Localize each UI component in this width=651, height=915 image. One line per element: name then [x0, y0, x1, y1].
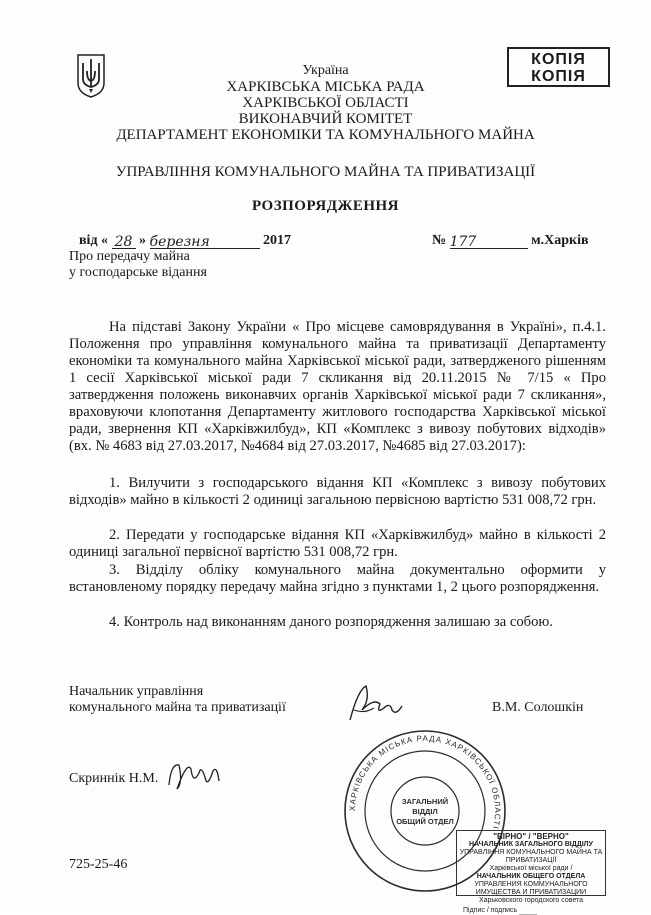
header-committee: ВИКОНАВЧИЙ КОМІТЕТ — [238, 111, 413, 127]
header-region: ХАРКІВСЬКОЇ ОБЛАСТІ — [242, 95, 409, 111]
executor-name: Скриннік Н.М. — [69, 771, 159, 786]
date-prefix: від « — [79, 233, 109, 248]
date-month: березня — [150, 234, 260, 249]
signer-title-line-1: Начальник управління — [69, 684, 204, 699]
phone-number: 725-25-46 — [69, 857, 128, 872]
signature-scribble — [344, 680, 406, 728]
verno-line-5: НАЧАЛЬНИК ОБЩЕГО ОТДЕЛА — [476, 873, 586, 880]
copy-stamp-bottom: КОПІЯ — [531, 68, 586, 85]
doc-type-title: РОЗПОРЯДЖЕННЯ — [251, 198, 400, 214]
number-prefix: № — [432, 233, 447, 248]
dateline — [79, 232, 291, 249]
body-item-4: 4. Контроль над виконанням даного розпорядження залишаю за собою. — [109, 614, 553, 630]
verno-line-2: НАЧАЛЬНИК ЗАГАЛЬНОГО ВІДДІЛУ — [469, 841, 593, 848]
verno-line-4: Харківської міської ради / — [489, 865, 573, 872]
verno-line-8: Підпис / подпись ____ — [463, 905, 538, 915]
verno-line-7: Харьковского городского совета — [478, 897, 584, 904]
body-item-1: 1. Вилучити з господарського відання КП «Комплекс з вивозу побутових відходів» майно в кількості 2 одиниці загальною первісною вартістю 531 008,72 грн. — [69, 475, 606, 508]
subject-line-1: Про передачу майна — [69, 249, 190, 264]
seal-ring-text: ХАРКІВСЬКА МІСЬКА РАДА ХАРКІВСЬКОЇ ОБЛАСТІ — [347, 733, 503, 831]
city: м.Харків — [531, 233, 589, 248]
copy-stamp-top: КОПІЯ — [531, 51, 586, 68]
seal-center-line-1: ЗАГАЛЬНИЙ — [401, 797, 449, 806]
body-item-3: 3. Відділу обліку комунального майна документально оформити у встановленому порядку передачу майна згідно з пунктами 1, 2 цього розпорядження. — [69, 562, 606, 595]
signer-name: В.М. Солошкін — [492, 700, 584, 715]
header-division: УПРАВЛІННЯ КОМУНАЛЬНОГО МАЙНА ТА ПРИВАТИЗАЦІЇ — [115, 164, 536, 180]
doc-number — [432, 232, 589, 249]
subject-line-2: у господарське відання — [69, 265, 207, 280]
verno-line-3: УПРАВЛІННЯ КОМУНАЛЬНОГО МАЙНА ТА ПРИВАТИЗАЦІЇ — [459, 849, 603, 864]
body-intro: На підставі Закону України « Про місцеве самоврядування в Україні», п.4.1. Положення про управління комунального майна та приватизації Департаменту економіки та комунального майна Харківської міської ради, затвердженого рішенням 1 сесії Харківської міської ради 7 скликання від 20.11.2015 № 7/15 « Про затвердження положень виконавчих органів Харківської міської ради 7 скликання», враховуючи клопотання Департаменту житлового господарства Харківської міської ради, звернення КП «Харківжилбуд», КП «Комплекс з вивозу побутових відходів» (вх. № 4683 від 27.03.2017, №4684 від 27.03.2017, №4685 від 27.03.2017): — [69, 319, 606, 454]
body-item-2: 2. Передати у господарське відання КП «Харківжилбуд» майно в кількості 2 одиниці загальної первісної вартістю 531 008,72 грн. — [69, 527, 606, 560]
header-council: ХАРКІВСЬКА МІСЬКА РАДА — [226, 79, 425, 95]
signer-title-line-2: комунального майна та приватизації — [69, 700, 286, 715]
header-country: Україна — [302, 63, 349, 78]
number-value: 177 — [450, 234, 528, 249]
verno-line-6: УПРАВЛЕНИЯ КОММУНАЛЬНОГО ИМУЩЕСТВА И ПРИВАТИЗАЦИИ — [474, 881, 588, 896]
date-year: 2017 — [263, 233, 292, 248]
header-department: ДЕПАРТАМЕНТ ЕКОНОМІКИ ТА КОМУНАЛЬНОГО МАЙНА — [116, 127, 535, 143]
seal-center-line-2: ВІДДІЛ — [412, 807, 438, 816]
verno-line-1: "ВІРНО" / "ВЕРНО" — [493, 832, 569, 841]
executor-signature — [165, 755, 223, 797]
verno-stamp — [456, 830, 606, 915]
seal-center-line-3: ОБЩИЙ ОТДЕЛ — [396, 817, 454, 826]
date-day: 28 — [112, 234, 136, 249]
date-mid: » — [139, 233, 147, 248]
